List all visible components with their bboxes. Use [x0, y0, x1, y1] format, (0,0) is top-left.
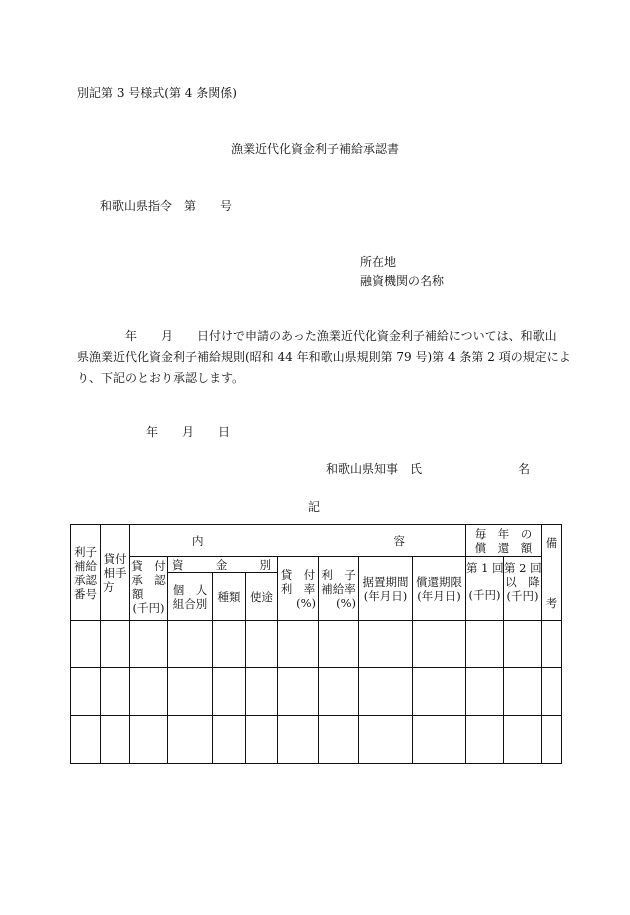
header-loan-approved-amount: 貸 付 承 認 額 (千円) — [130, 557, 168, 621]
header-individual-cooperative: 個 人 組合別 — [168, 573, 213, 621]
header-subsidy-rate: 利 子 補給率 (%) — [319, 557, 359, 621]
governor-signature-line: 和歌山県知事 氏 名 — [326, 462, 531, 476]
header-borrower: 貸付 相手 方 — [101, 525, 130, 621]
header-loan-rate: 貸 付 利 率 (%) — [278, 557, 319, 621]
header-first-installment: 第 1 回 (千円) — [466, 557, 504, 621]
document-title: 漁業近代化資金利子補給承認書 — [231, 142, 400, 156]
header-fund-class: 資 金 別 — [168, 557, 278, 573]
header-grace-period: 据置期間 (年月日) — [359, 557, 413, 621]
table-row — [71, 716, 562, 764]
header-type: 種類 — [213, 573, 246, 621]
ki-heading: 記 — [308, 500, 321, 514]
institution-name-label: 融資機関の名称 — [360, 274, 445, 288]
body-line-2: 県漁業近代化資金利子補給規則(昭和 44 年和歌山県規則第 79 号)第 4 条第 2 項の規定によ — [77, 350, 571, 364]
header-annual-repayment: 毎 年 の 償 還 額 — [466, 525, 542, 557]
body-line-3: り、下記のとおり承認します。 — [77, 371, 245, 385]
header-remarks: 備 考 — [542, 525, 562, 621]
table-row — [71, 668, 562, 716]
header-second-onward: 第 2 回 以 降 (千円) — [504, 557, 542, 621]
table-row — [71, 621, 562, 668]
directive-number: 和歌山県指令 第 号 — [100, 199, 233, 213]
approval-table — [70, 524, 562, 764]
header-details: 内 容 — [130, 525, 466, 557]
header-repayment-term: 償還期限 (年月日) — [413, 557, 466, 621]
header-use: 使途 — [246, 573, 278, 621]
body-line-1: 年 月 日付けで申請のあった漁業近代化資金利子補給については、和歌山 — [77, 329, 557, 343]
location-label: 所在地 — [360, 255, 397, 269]
header-approval-number: 利子 補給 承認 番号 — [71, 525, 101, 621]
date-line: 年 月 日 — [146, 425, 231, 439]
form-reference: 別記第 3 号様式(第 4 条関係) — [77, 86, 237, 100]
